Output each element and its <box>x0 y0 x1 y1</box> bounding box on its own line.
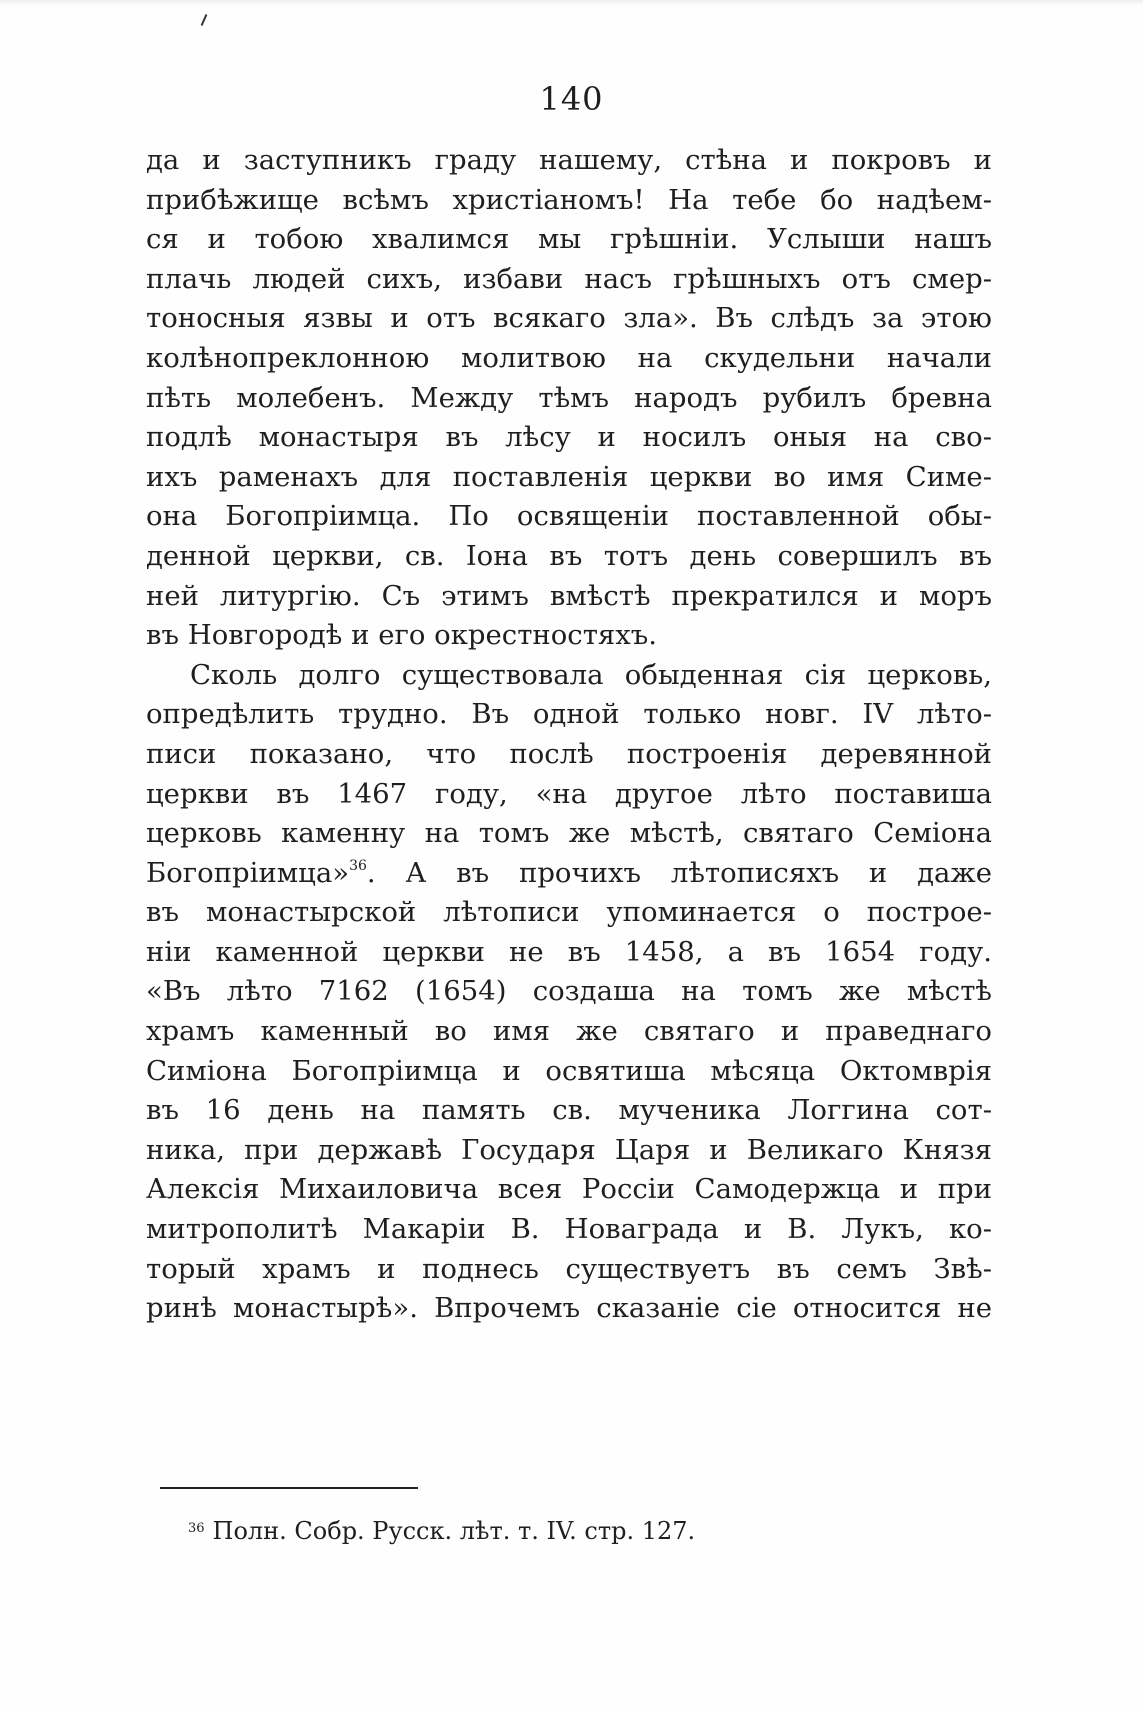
text-line: ней литургію. Съ этимъ вмѣстѣ прекратился и моръ <box>146 579 992 612</box>
text-line: храмъ каменный во имя же святаго и праведнаго <box>146 1015 992 1048</box>
page-number: 140 <box>539 80 604 118</box>
text-line: ихъ раменахъ для поставленія церкви во имя Симе- <box>146 460 992 493</box>
text-line: ринѣ монастырѣ». Впрочемъ сказаніе сіе относится не <box>146 1292 992 1325</box>
text-fragment: . А въ прочихъ лѣтописяхъ и даже <box>366 856 992 889</box>
text-line: пѣть молебенъ. Между тѣмъ народъ рубилъ бревна <box>146 381 992 414</box>
text-line: да и заступникъ граду нашему, стѣна и покровъ и <box>146 144 992 176</box>
text-line: митрополитѣ Макаріи В. Новаграда и В. Лукъ, ко- <box>146 1213 992 1246</box>
text-line: ніи каменной церкви не въ 1458, а въ 1654 году. <box>146 935 992 968</box>
text-line: церковь каменну на томъ же мѣстѣ, святаго Семіона <box>146 817 992 850</box>
text-line: ся и тобою хвалимся мы грѣшніи. Услыши нашъ <box>146 223 992 256</box>
text-line: писи показано, что послѣ построенія деревянной <box>146 737 992 770</box>
text-line: денной церкви, св. Іона въ тотъ день совершилъ въ <box>146 539 992 572</box>
text-line: Симіона Богопріимца и освятиша мѣсяца Октомврія <box>146 1054 992 1087</box>
footnote <box>188 1515 695 1547</box>
text-line: въ 16 день на память св. мученика Логгина сот- <box>146 1094 992 1127</box>
stray-pen-mark <box>201 14 208 26</box>
page-edge-shadow <box>0 0 1143 6</box>
text-line: колѣнопреклонною молитвою на скудельни начали <box>146 341 992 374</box>
text-line: ника, при державѣ Государя Царя и Великаго Князя <box>146 1133 992 1166</box>
body-text <box>146 141 992 1329</box>
text-line: она Богопріимца. По освященіи поставленной обы- <box>146 500 992 533</box>
text-line: тоносныя язвы и отъ всякаго зла». Въ слѣдъ за этою <box>146 302 992 335</box>
text-fragment: Богопріимца» <box>146 856 350 889</box>
text-line: въ монастырской лѣтописи упоминается о построе- <box>146 896 992 929</box>
footnote-text: Полн. Собр. Русск. лѣт. т. IV. стр. 127. <box>212 1517 696 1545</box>
text-line-with-footnote-ref <box>146 854 992 894</box>
text-line: Алексія Михаиловича всея Россіи Самодержца и при <box>146 1173 992 1206</box>
footnote-marker: 36 <box>188 1521 205 1536</box>
text-line: подлѣ монастыря въ лѣсу и носилъ оныя на сво- <box>146 421 992 454</box>
text-line: прибѣжище всѣмъ христіаномъ! На тебе бо надѣем- <box>146 183 992 216</box>
text-line: церкви въ 1467 году, «на другое лѣто поставиша <box>146 777 992 810</box>
paragraph-start-line: Сколь долго существовала обыденная сія церковь, <box>190 658 992 691</box>
text-line: плачь людей сихъ, избави насъ грѣшныхъ отъ смер- <box>146 262 992 295</box>
footnote-divider <box>160 1487 418 1489</box>
paragraph-end-line: въ Новгородѣ и его окрестностяхъ. <box>146 619 658 652</box>
text-line: торый храмъ и поднесь существуетъ въ семъ Звѣ- <box>146 1252 992 1285</box>
text-line: «Въ лѣто 7162 (1654) создаша на томъ же мѣстѣ <box>146 975 992 1008</box>
text-line: опредѣлить трудно. Въ одной только новг. IV лѣто- <box>146 698 992 731</box>
footnote-reference: 36 <box>349 857 367 874</box>
